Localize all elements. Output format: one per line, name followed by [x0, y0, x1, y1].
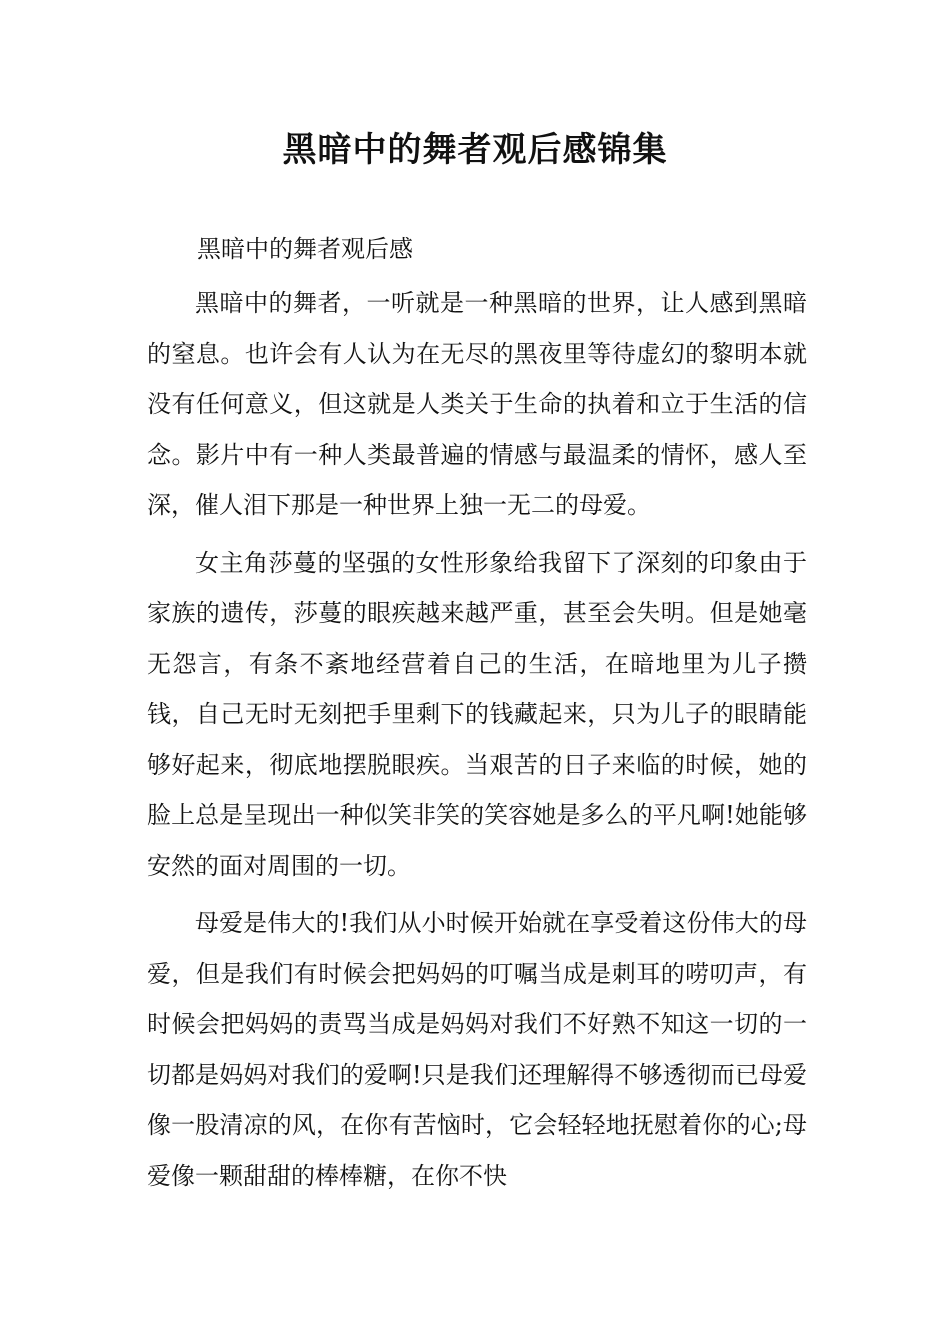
paragraph-3: 母爱是伟大的!我们从小时候开始就在享受着这份伟大的母爱，但是我们有时候会把妈妈的叮嘱当成是刺耳的唠叨声，有时候会把妈妈的责骂当成是妈妈对我们不好熟不知这一切的一切都是妈妈对我们的爱啊!只是我们还理解得不够透彻而已母爱像一股清凉的风，在你有苦恼时，它会轻轻地抚慰着你的心;母爱像一颗甜甜的棒棒糖，在你不快: [147, 909, 807, 1190]
article-subtitle: 黑暗中的舞者观后感: [197, 235, 413, 263]
paragraph-2: 女主角莎蔓的坚强的女性形象给我留下了深刻的印象由于家族的遗传，莎蔓的眼疾越来越严重，甚至会失明。但是她毫无怨言，有条不紊地经营着自己的生活，在暗地里为儿子攒钱，自己无时无刻把手里剩下的钱藏起来，只为儿子的眼睛能够好起来，彻底地摆脱眼疾。当艰苦的日子来临的时候，她的脸上总是呈现出一种似笑非笑的笑容她是多么的平凡啊!她能够安然的面对周围的一切。: [147, 548, 807, 880]
paragraph-1: 黑暗中的舞者，一听就是一种黑暗的世界，让人感到黑暗的窒息。也许会有人认为在无尽的黑夜里等待虚幻的黎明本就没有任何意义，但这就是人类关于生命的执着和立于生活的信念。影片中有一种人类最普遍的情感与最温柔的情怀，感人至深，催人泪下那是一种世界上独一无二的母爱。: [147, 289, 807, 519]
article-body: [147, 278, 807, 1201]
document-title: 黑暗中的舞者观后感锦集: [282, 130, 668, 170]
